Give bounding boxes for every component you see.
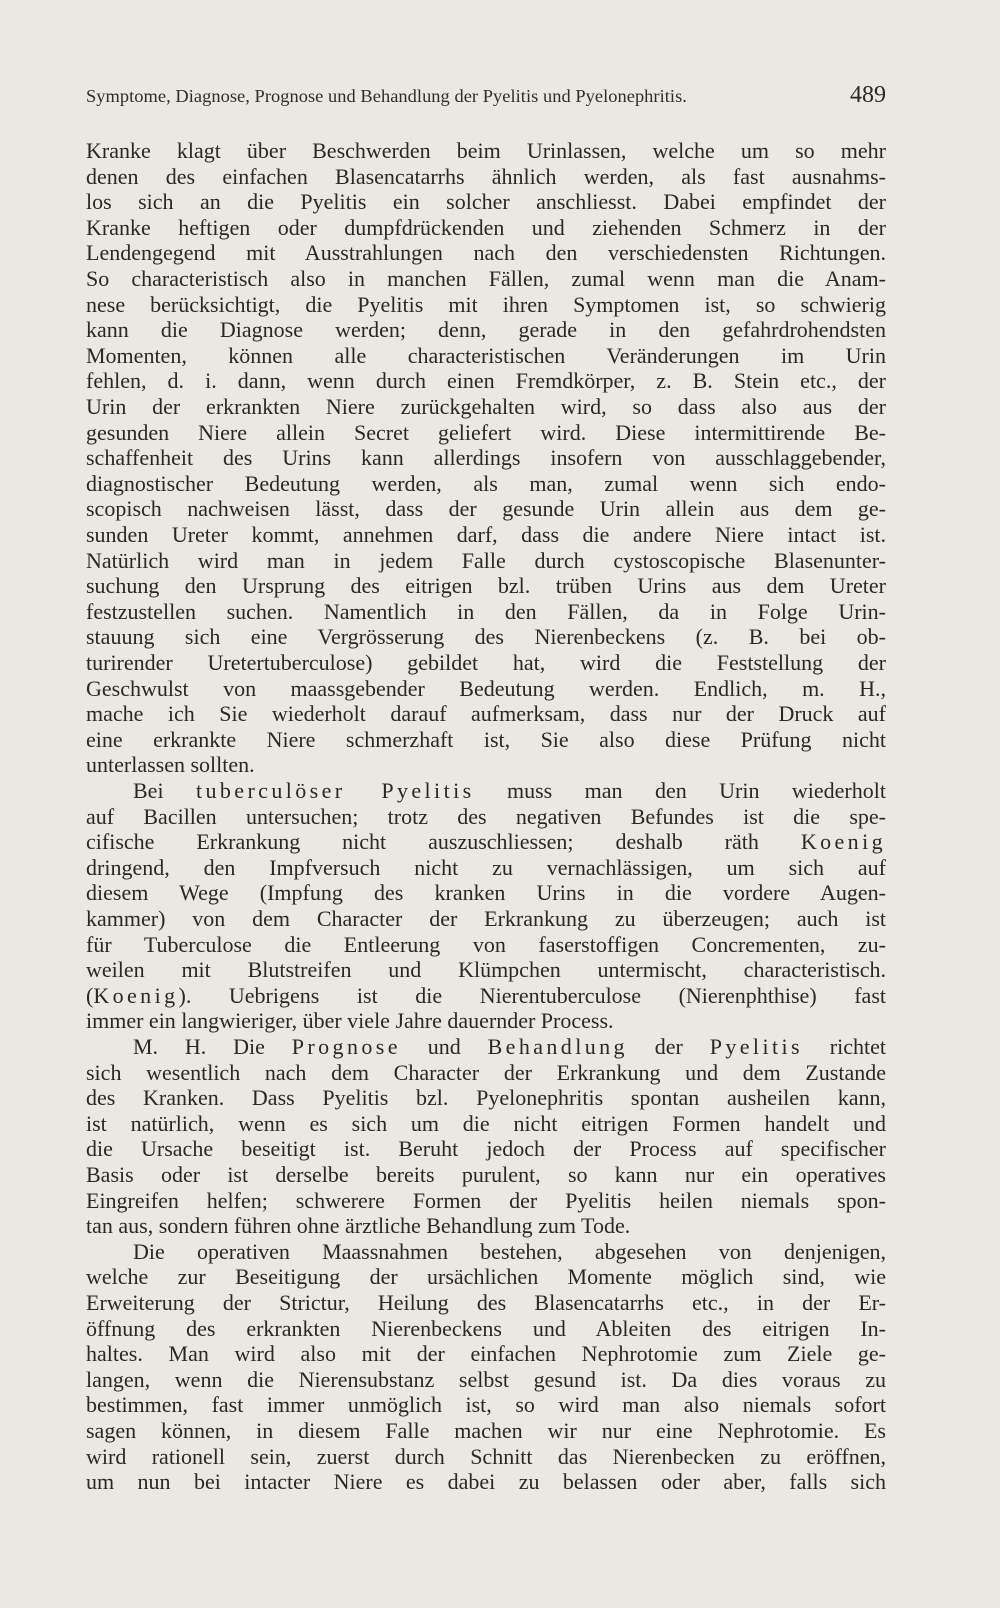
text-line: So characteristisch also in manchen Fällen, zumal wenn man die Anam- [86, 266, 886, 291]
text-line: Basis oder ist derselbe bereits purulent, so kann nur ein operatives [86, 1162, 886, 1187]
text-run: der [627, 1034, 710, 1059]
text-run: ). Uebrigens ist die Nierentuberculose (Nierenphthise) fast [178, 982, 886, 1008]
author-name: Koenig [93, 982, 179, 1008]
emphasis-text: Pyelitis [709, 1034, 803, 1059]
text-line: auf Bacillen untersuchen; trotz des negativen Befundes ist die spe- [86, 803, 886, 829]
text-run: und [400, 1034, 488, 1059]
text-line: langen, wenn die Nierensubstanz selbst gesund ist. Da dies voraus zu [86, 1366, 886, 1392]
text-line: los sich an die Pyelitis ein solcher anschliesst. Dabei empfindet der [86, 189, 886, 215]
text-line [86, 1034, 886, 1060]
text-line: bestimmen, fast immer unmöglich ist, so wird man also niemals sofort [86, 1392, 886, 1418]
page-number: 489 [850, 82, 886, 108]
running-head [86, 82, 886, 112]
text-run: cifische Erkrankung nicht auszuschliessen; deshalb räth [86, 829, 801, 855]
text-line: schaffenheit des Urins kann allerdings insofern von ausschlaggebender, [86, 445, 886, 471]
text-line: weilen mit Blutstreifen und Klümpchen untermischt, characteristisch. [86, 957, 886, 983]
text-line: denen des einfachen Blasencatarrhs ähnlich werden, als fast ausnahms- [86, 163, 886, 189]
text-line: immer ein langwieriger, über viele Jahre dauernder Process. [86, 1008, 614, 1034]
text-run: Bei [133, 778, 196, 803]
text-line: Kranke klagt über Beschwerden beim Urinlassen, welche um so mehr [86, 138, 886, 163]
text-line: sich wesentlich nach dem Character der Erkrankung und dem Zustande [86, 1059, 886, 1085]
text-line: festzustellen suchen. Namentlich in den Fällen, da in Folge Urin- [86, 598, 886, 624]
text-line: des Kranken. Dass Pyelitis bzl. Pyelonephritis spontan ausheilen kann, [86, 1085, 886, 1111]
text-line: kann die Diagnose werden; denn, gerade in den gefahrdrohendsten [86, 317, 886, 343]
text-line [86, 829, 886, 855]
emphasis-text: Prognose [291, 1034, 401, 1059]
text-line: kammer) von dem Character der Erkrankung zu überzeugen; auch ist [86, 906, 886, 931]
text-line: Momenten, können alle characteristischen Veränderungen im Urin [86, 342, 886, 368]
text-line: welche zur Beseitigung der ursächlichen Momente möglich sind, wie [86, 1264, 886, 1290]
text-line: scopisch nachweisen lässt, dass der gesunde Urin allein aus dem ge- [86, 496, 886, 522]
text-run: M. H. Die [133, 1034, 292, 1059]
text-line: sunden Ureter kommt, annehmen darf, dass die andere Niere intact ist. [86, 522, 886, 547]
text-line: Natürlich wird man in jedem Falle durch cystoscopische Blasenunter- [86, 547, 886, 573]
text-line: öffnung des erkrankten Nierenbeckens und Ableiten des eitrigen In- [86, 1315, 886, 1341]
text-line: ist natürlich, wenn es sich um die nicht eitrigen Formen handelt und [86, 1110, 886, 1136]
text-line: diagnostischer Bedeutung werden, als man, zumal wenn sich endo- [86, 470, 886, 496]
emphasis-text: Behandlung [487, 1034, 628, 1059]
text-line: um nun bei intacter Niere es dabei zu belassen oder aber, falls sich [86, 1469, 886, 1495]
text-line: Erweiterung der Strictur, Heilung des Blasencatarrhs etc., in der Er- [86, 1290, 886, 1315]
text-line: mache ich Sie wiederholt darauf aufmerksam, dass nur der Druck auf [86, 701, 886, 727]
text-line: Die operativen Maassnahmen bestehen, abgesehen von denjenigen, [133, 1238, 886, 1264]
text-line: stauung sich eine Vergrösserung des Nierenbeckens (z. B. bei ob- [86, 624, 886, 650]
text-line: Kranke heftigen oder dumpfdrückenden und ziehenden Schmerz in der [86, 214, 886, 240]
text-line: haltes. Man wird also mit der einfachen Nephrotomie zum Ziele ge- [86, 1341, 886, 1367]
text-line: unterlassen sollten. [86, 752, 255, 778]
text-line: diesem Wege (Impfung des kranken Urins in die vordere Augen- [86, 880, 886, 906]
text-run: muss man den Urin wiederholt [474, 778, 886, 803]
text-line: gesunden Niere allein Secret geliefert wird. Diese intermittirende Be- [86, 419, 886, 445]
text-line: Urin der erkrankten Niere zurückgehalten wird, so dass also aus der [86, 394, 886, 419]
running-title: Symptome, Diagnose, Prognose und Behandlung der Pyelitis und Pyelonephritis. [86, 86, 687, 106]
text-line: fehlen, d. i. dann, wenn durch einen Fremdkörper, z. B. Stein etc., der [86, 368, 886, 394]
text-line: turirender Uretertuberculose) gebildet hat, wird die Feststellung der [86, 650, 886, 675]
text-line: die Ursache beseitigt ist. Beruht jedoch der Process auf specifischer [86, 1136, 886, 1162]
text-line: für Tuberculose die Entleerung von faserstoffigen Concrementen, zu- [86, 931, 886, 957]
text-line: tan aus, sondern führen ohne ärztliche Behandlung zum Tode. [86, 1213, 631, 1239]
text-line [86, 778, 886, 804]
text-run: ( [86, 982, 94, 1008]
text-line: Geschwulst von maassgebender Bedeutung werden. Endlich, m. H., [86, 675, 886, 701]
text-line: nese berücksichtigt, die Pyelitis mit ihren Symptomen ist, so schwierig [86, 291, 886, 317]
emphasis-text: tuberculöser Pyelitis [195, 778, 475, 803]
text-line: Eingreifen helfen; schwerere Formen der Pyelitis heilen niemals spon- [86, 1187, 886, 1213]
text-run: richtet [802, 1034, 887, 1059]
text-line: wird rationell sein, zuerst durch Schnitt das Nierenbecken zu eröffnen, [86, 1443, 886, 1469]
text-line: sagen können, in diesem Falle machen wir nur eine Nephrotomie. Es [86, 1418, 886, 1443]
text-line [86, 983, 886, 1009]
body-text [86, 138, 886, 1498]
text-line: eine erkrankte Niere schmerzhaft ist, Sie also diese Prüfung nicht [86, 726, 886, 752]
text-line: Lendengegend mit Ausstrahlungen nach den verschiedensten Richtungen. [86, 240, 886, 266]
author-name: Koenig [800, 829, 886, 855]
text-line: suchung den Ursprung des eitrigen bzl. trüben Urins aus dem Ureter [86, 573, 886, 599]
text-line: dringend, den Impfversuch nicht zu vernachlässigen, um sich auf [86, 854, 886, 880]
